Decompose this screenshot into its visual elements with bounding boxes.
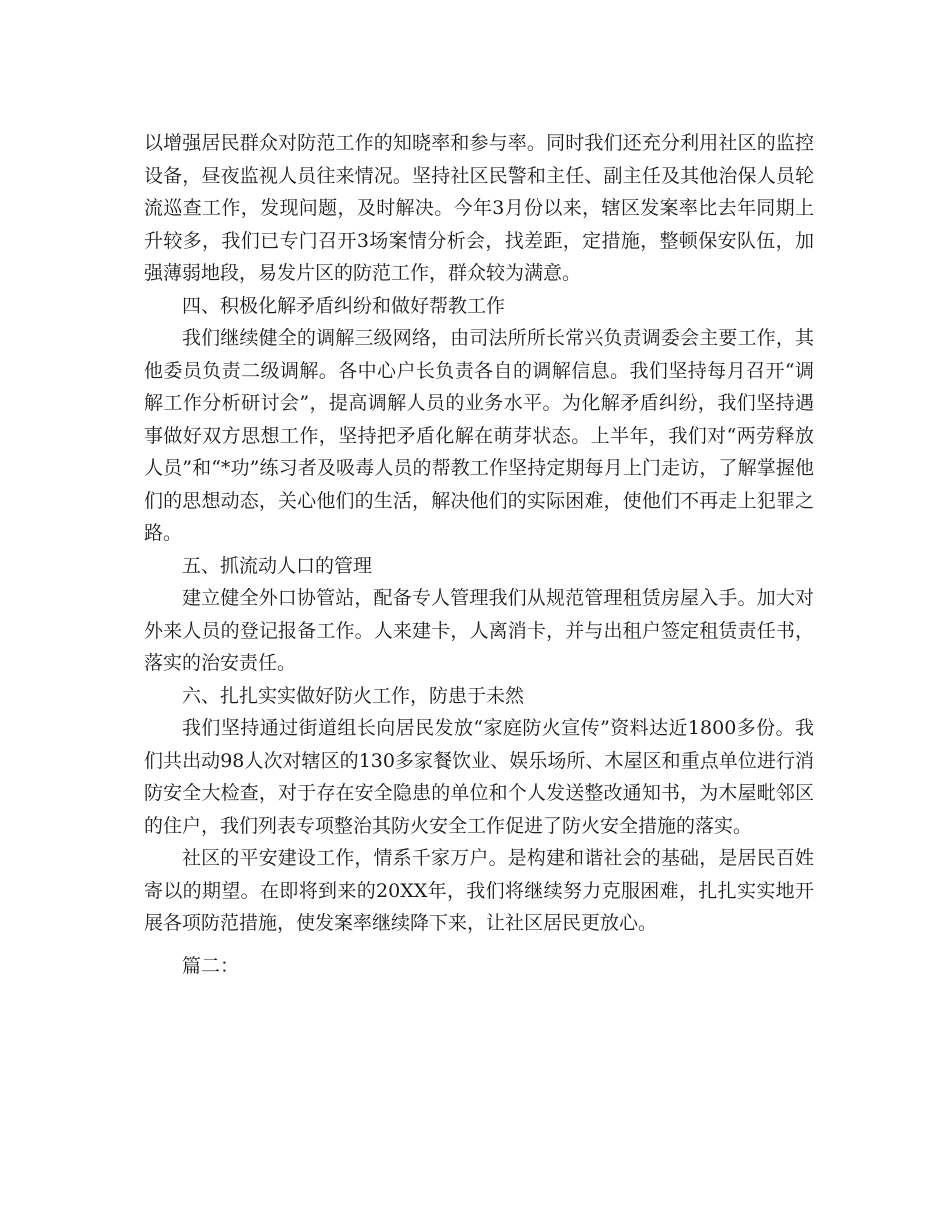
paragraph-conclusion: 社区的平安建设工作，情系千家万户。是构建和谐社会的基础，是居民百姓寄以的期望。在即将到来的20XX年，我们将继续努力克服困难，扎扎实实地开展各项防范措施，使发案率继续降下来，让社区居民更放心。 [144, 847, 814, 934]
heading-section-six: 六、扎扎实实做好防火工作，防患于未然 [182, 684, 525, 707]
heading-section-four: 四、积极化解矛盾纠纷和做好帮教工作 [182, 294, 506, 317]
paragraph-prevention-continued: 以增强居民群众对防范工作的知晓率和参与率。同时我们还充分利用社区的监控设备，昼夜监视人员往来情况。坚持社区民警和主任、副主任及其他治保人员轮流巡查工作，发现问题，及时解决。今年3月份以来，辖区发案率比去年同期上升较多，我们已专门召开3场案情分析会，找差距，定措施，整顿保安队伍，加强薄弱地段，易发片区的防范工作，群众较为满意。 [144, 132, 814, 284]
paragraph-mediation: 我们继续健全的调解三级网络，由司法所所长常兴负责调委会主要工作，其他委员负责二级调解。各中心户长负责各自的调解信息。我们坚持每月召开“调解工作分析研讨会”，提高调解人员的业务水平。为化解矛盾纠纷，我们坚持遇事做好双方思想工作，坚持把矛盾化解在萌芽状态。上半年，我们对“两劳释放人员”和“*功”练习者及吸毒人员的帮教工作坚持定期每月上门走访，了解掌握他们的思想动态，关心他们的生活，解决他们的实际困难，使他们不再走上犯罪之路。 [144, 327, 814, 544]
paragraph-fire-prevention: 我们坚持通过街道组长向居民发放“家庭防火宣传”资料达近1800多份。我们共出动98人次对辖区的130多家餐饮业、娱乐场所、木屋区和重点单位进行消防安全大检查，对于存在安全隐患的单位和个人发送整改通知书，为木屋毗邻区的住户，我们列表专项整治其防火安全工作促进了防火安全措施的落实。 [144, 717, 814, 837]
document-body [144, 127, 814, 982]
heading-section-five: 五、抓流动人口的管理 [182, 554, 373, 577]
paragraph-floating-population: 建立健全外口协管站，配备专人管理我们从规范管理租赁房屋入手。加大对外来人员的登记报备工作。人来建卡，人离消卡，并与出租户签定租赁责任书，落实的治安责任。 [144, 587, 814, 674]
heading-part-two: 篇二： [182, 954, 240, 977]
